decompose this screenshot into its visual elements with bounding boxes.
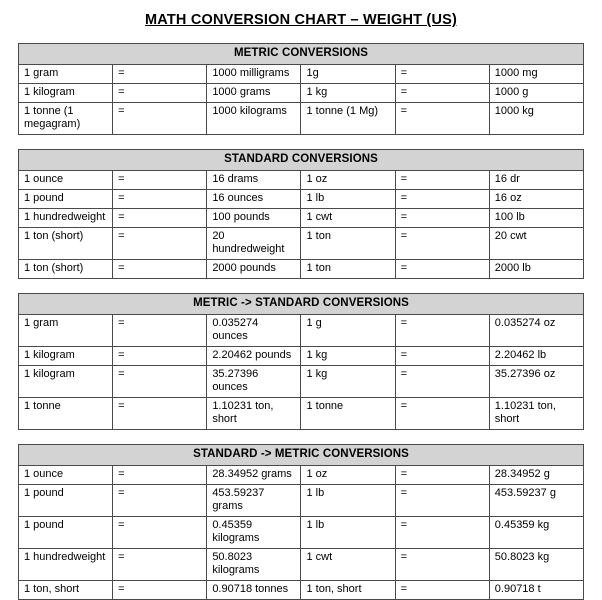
table-section-heading: STANDARD CONVERSIONS [19,150,584,171]
cell-to: 2.20462 pounds [207,347,301,366]
cell-equals-2: = [395,103,489,135]
cell-to-symbol: 0.035274 oz [489,315,583,347]
table-row [19,65,584,84]
cell-equals: = [113,581,207,600]
cell-equals-2: = [395,209,489,228]
table-row [19,398,584,430]
table-row [19,549,584,581]
table-row [19,485,584,517]
cell-equals-2: = [395,485,489,517]
cell-from: 1 gram [19,65,113,84]
cell-from-symbol: 1 tonne (1 Mg) [301,103,395,135]
cell-to: 28.34952 grams [207,466,301,485]
cell-equals: = [113,65,207,84]
cell-to: 2000 pounds [207,260,301,279]
cell-from: 1 kilogram [19,84,113,103]
cell-equals: = [113,347,207,366]
cell-to-symbol: 100 lb [489,209,583,228]
cell-equals: = [113,549,207,581]
cell-from: 1 ton (short) [19,228,113,260]
cell-from: 1 ton, short [19,581,113,600]
cell-from: 1 kilogram [19,347,113,366]
conversion-table-standard-to-metric [18,444,584,600]
cell-equals: = [113,103,207,135]
cell-to-symbol: 453.59237 g [489,485,583,517]
cell-from: 1 ounce [19,171,113,190]
cell-to-symbol: 20 cwt [489,228,583,260]
cell-to-symbol: 1.10231 ton, short [489,398,583,430]
cell-equals-2: = [395,228,489,260]
cell-equals: = [113,366,207,398]
table-section-heading: METRIC CONVERSIONS [19,44,584,65]
cell-from-symbol: 1 tonne [301,398,395,430]
table-header-row [19,294,584,315]
cell-equals: = [113,171,207,190]
table-section-heading: METRIC -> STANDARD CONVERSIONS [19,294,584,315]
cell-equals-2: = [395,315,489,347]
table-header-row [19,44,584,65]
table-row [19,228,584,260]
cell-to: 0.90718 tonnes [207,581,301,600]
cell-from-symbol: 1 cwt [301,549,395,581]
cell-to: 16 drams [207,171,301,190]
cell-to: 50.8023 kilograms [207,549,301,581]
cell-from: 1 pound [19,517,113,549]
cell-to: 0.035274 ounces [207,315,301,347]
cell-equals: = [113,260,207,279]
cell-to-symbol: 16 dr [489,171,583,190]
cell-from-symbol: 1 ton [301,260,395,279]
cell-equals-2: = [395,466,489,485]
cell-equals-2: = [395,260,489,279]
cell-to-symbol: 16 oz [489,190,583,209]
cell-equals: = [113,398,207,430]
cell-from: 1 pound [19,190,113,209]
cell-from: 1 hundredweight [19,549,113,581]
table-row [19,103,584,135]
table-row [19,315,584,347]
cell-from-symbol: 1 lb [301,517,395,549]
cell-from: 1 pound [19,485,113,517]
table-row [19,366,584,398]
cell-equals-2: = [395,398,489,430]
cell-to: 1000 grams [207,84,301,103]
cell-to: 16 ounces [207,190,301,209]
cell-from-symbol: 1 g [301,315,395,347]
cell-from-symbol: 1 oz [301,171,395,190]
table-row [19,466,584,485]
conversion-table-metric-to-standard [18,293,584,430]
document-page [0,11,602,595]
cell-from-symbol: 1 ton [301,228,395,260]
cell-equals-2: = [395,581,489,600]
cell-to: 35.27396 ounces [207,366,301,398]
cell-to: 1000 milligrams [207,65,301,84]
cell-equals: = [113,228,207,260]
cell-equals: = [113,190,207,209]
table-header-row [19,150,584,171]
cell-to-symbol: 2.20462 lb [489,347,583,366]
cell-from-symbol: 1 oz [301,466,395,485]
cell-to: 0.45359 kilograms [207,517,301,549]
cell-equals: = [113,485,207,517]
cell-from: 1 tonne [19,398,113,430]
cell-equals-2: = [395,190,489,209]
cell-equals: = [113,517,207,549]
conversion-table-metric [18,43,584,135]
cell-from-symbol: 1 kg [301,347,395,366]
cell-to-symbol: 28.34952 g [489,466,583,485]
cell-from: 1 gram [19,315,113,347]
cell-from: 1 tonne (1 megagram) [19,103,113,135]
cell-to-symbol: 1000 g [489,84,583,103]
cell-from: 1 hundredweight [19,209,113,228]
cell-from: 1 kilogram [19,366,113,398]
cell-equals: = [113,315,207,347]
cell-equals-2: = [395,65,489,84]
cell-to-symbol: 1000 mg [489,65,583,84]
table-section-heading: STANDARD -> METRIC CONVERSIONS [19,445,584,466]
cell-equals: = [113,209,207,228]
cell-to: 1000 kilograms [207,103,301,135]
table-header-row [19,445,584,466]
cell-equals: = [113,84,207,103]
table-row [19,190,584,209]
cell-from-symbol: 1 kg [301,366,395,398]
cell-from: 1 ounce [19,466,113,485]
table-row [19,581,584,600]
cell-equals-2: = [395,84,489,103]
cell-from: 1 ton (short) [19,260,113,279]
table-row [19,260,584,279]
page-title: MATH CONVERSION CHART – WEIGHT (US) [144,12,458,28]
conversion-table-standard [18,149,584,279]
cell-equals-2: = [395,549,489,581]
cell-to-symbol: 0.45359 kg [489,517,583,549]
cell-equals-2: = [395,366,489,398]
cell-equals: = [113,466,207,485]
cell-to: 20 hundredweight [207,228,301,260]
cell-from-symbol: 1 cwt [301,209,395,228]
table-row [19,517,584,549]
cell-to-symbol: 1000 kg [489,103,583,135]
table-row [19,171,584,190]
cell-to-symbol: 50.8023 kg [489,549,583,581]
cell-equals-2: = [395,171,489,190]
cell-to-symbol: 2000 lb [489,260,583,279]
cell-from-symbol: 1 lb [301,485,395,517]
cell-from-symbol: 1 lb [301,190,395,209]
cell-from-symbol: 1 ton, short [301,581,395,600]
cell-to-symbol: 35.27396 oz [489,366,583,398]
cell-to: 1.10231 ton, short [207,398,301,430]
cell-equals-2: = [395,517,489,549]
cell-to: 100 pounds [207,209,301,228]
table-row [19,209,584,228]
cell-from-symbol: 1g [301,65,395,84]
cell-from-symbol: 1 kg [301,84,395,103]
cell-to: 453.59237 grams [207,485,301,517]
table-row [19,347,584,366]
table-row [19,84,584,103]
cell-to-symbol: 0.90718 t [489,581,583,600]
cell-equals-2: = [395,347,489,366]
